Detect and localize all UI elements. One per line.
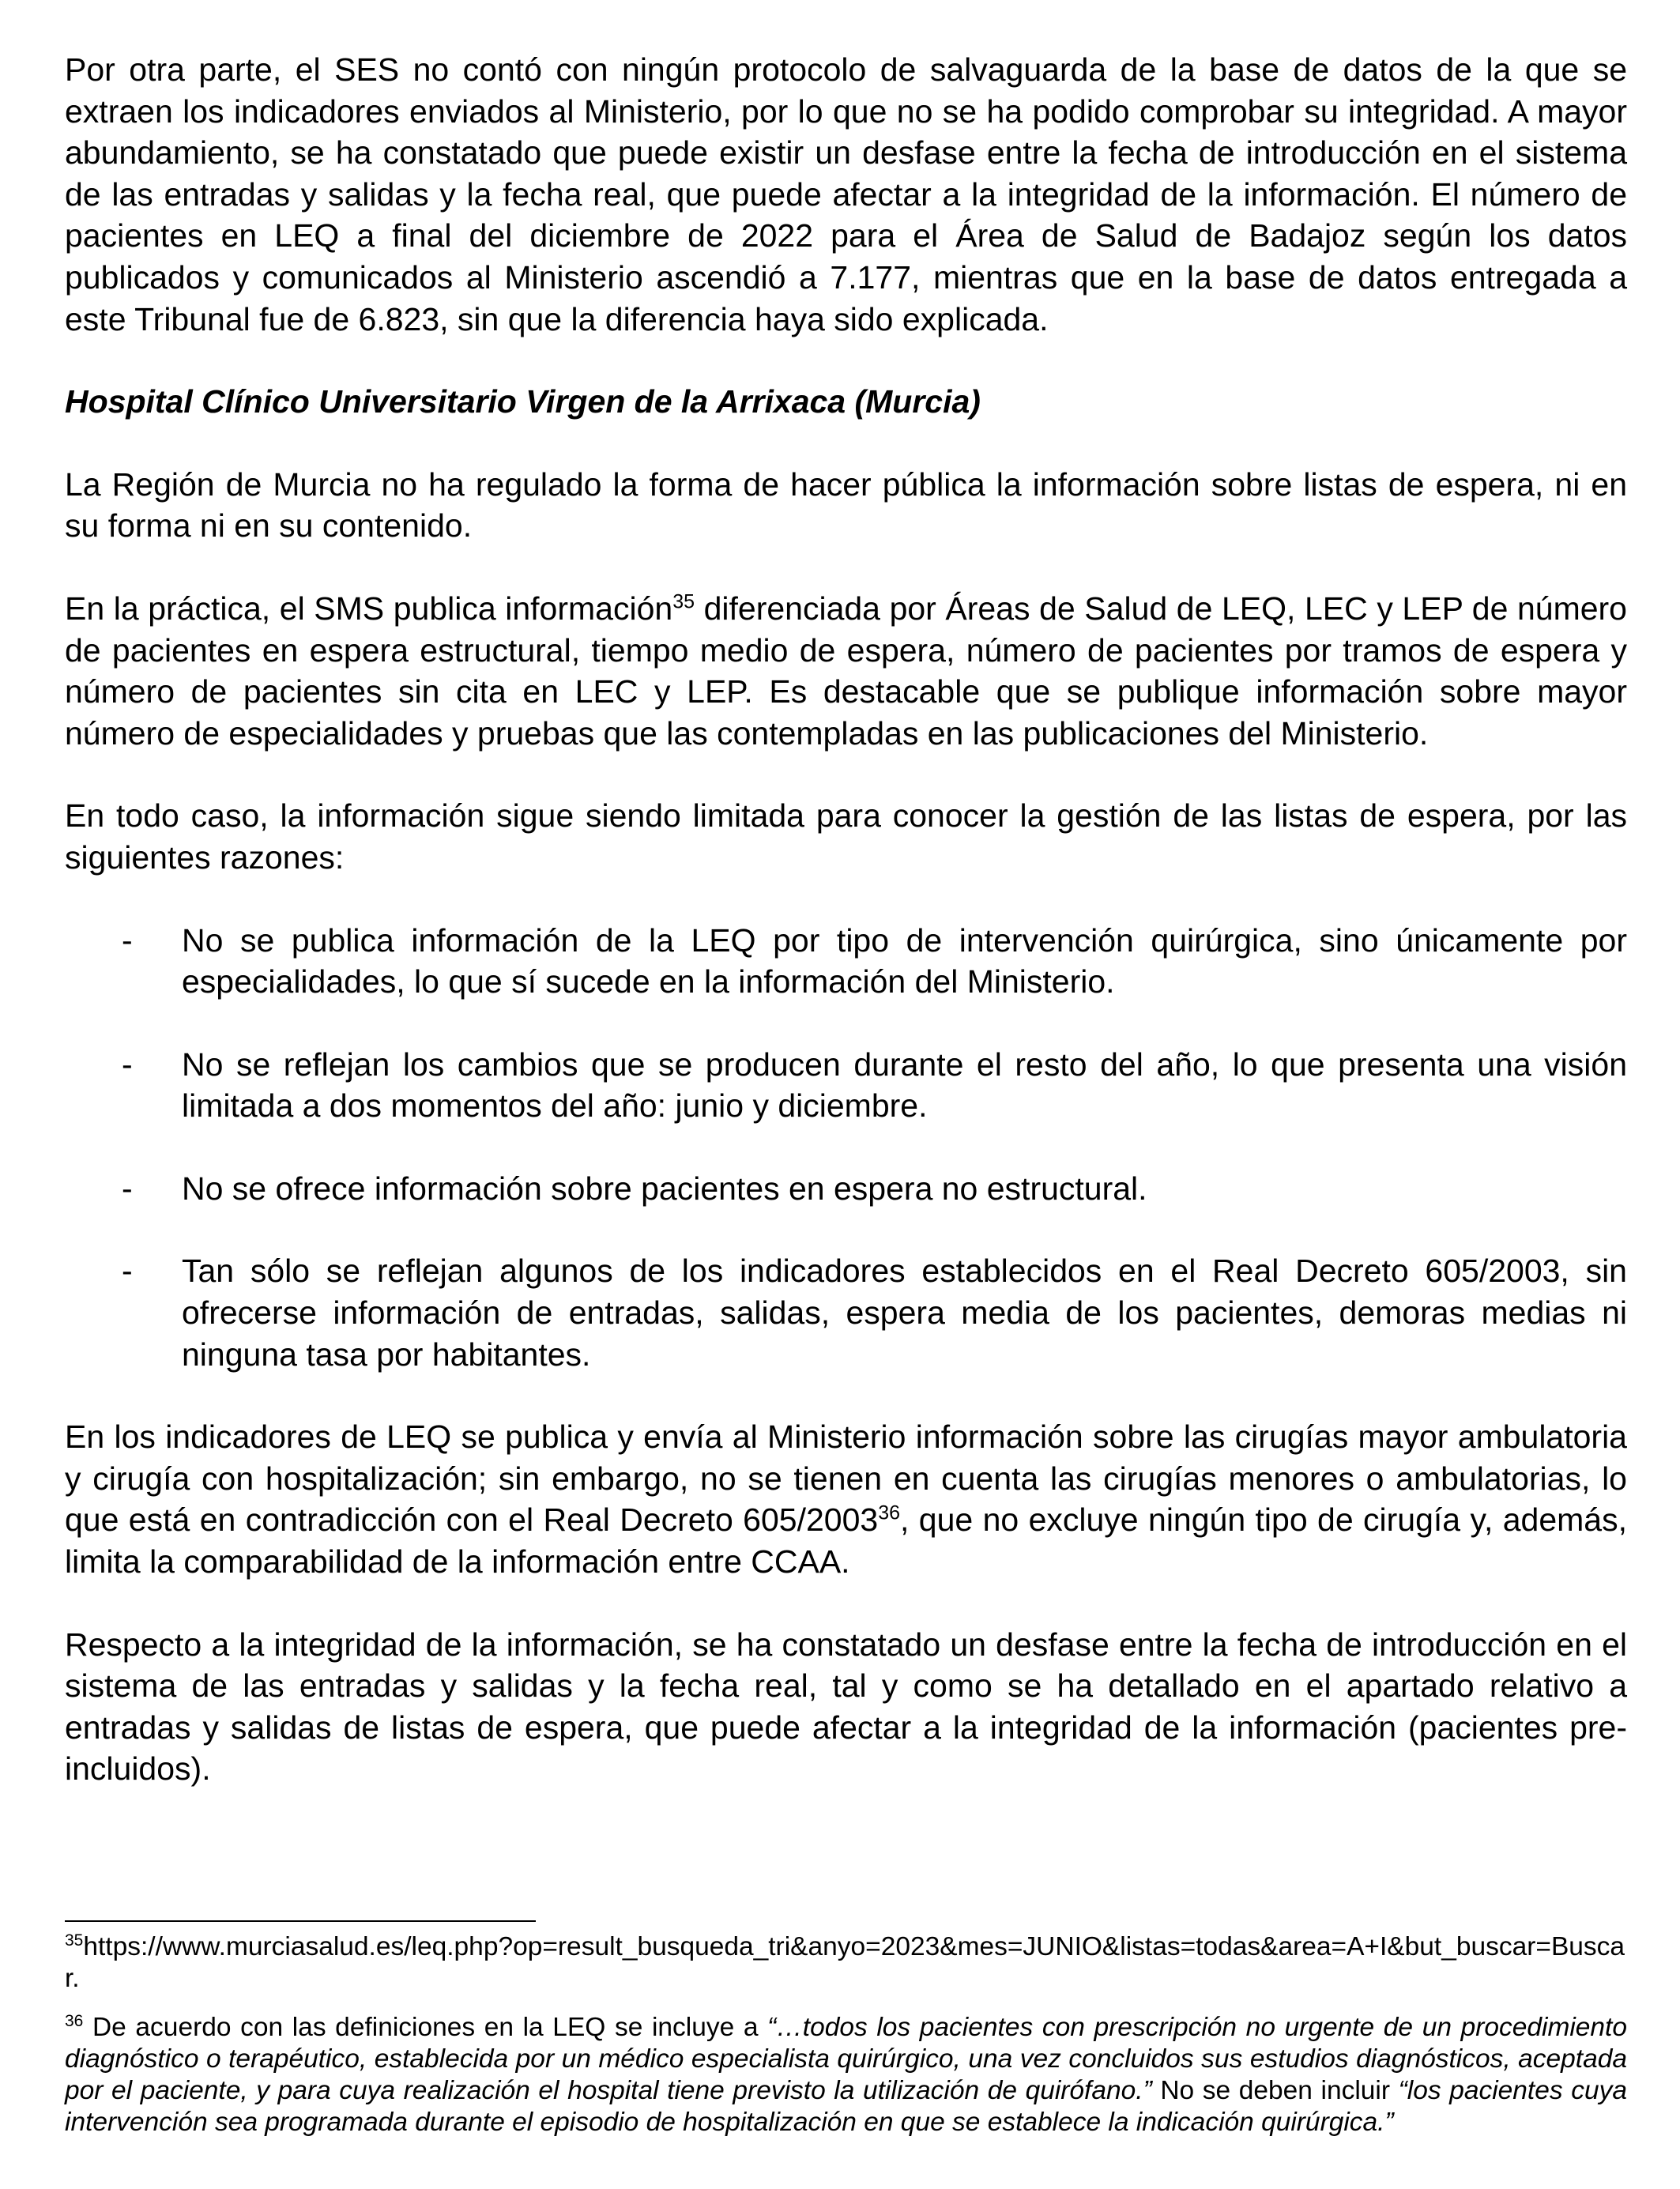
footnote-ref-36[interactable]: 36 xyxy=(878,1501,900,1524)
footnote-number-35: 35 xyxy=(65,1931,84,1950)
footnote-36-quote-2: “los pacientes cuya intervención sea programada durante el episodio de hospitalización en que se establece la indicación quirúrgica.” xyxy=(65,2076,1627,2137)
bullet-dash: - xyxy=(122,1253,133,1290)
list-item xyxy=(65,920,1627,1003)
list-item xyxy=(65,1044,1627,1127)
footnote-35-link[interactable]: https://www.murciasalud.es/leq.php?op=result_busqueda_tri&anyo=2023&mes=JUNIO&listas=todas&area=A+I&but_buscar=Buscar. xyxy=(65,1932,1625,1993)
footnote-divider xyxy=(65,1920,536,1922)
paragraph-sms-publication xyxy=(65,588,1627,754)
paragraph-leq-indicators xyxy=(65,1416,1627,1582)
list-item-text: No se reflejan los cambios que se producen durante el resto del año, lo que presenta una visión limitada a dos momentos del año: junio y diciembre. xyxy=(182,1046,1627,1125)
bullet-dash: - xyxy=(122,1046,133,1083)
page-body xyxy=(65,49,1627,1831)
footnote-ref-35[interactable]: 35 xyxy=(672,590,695,613)
footnote-36-quote-1: “…todos los pacientes con prescripción no urgente de un procedimiento diagnóstico o terapéutico, establecida por un médico especialista quirúrgico, una vez concluidos sus estudios diagnósticos, aceptada por el paciente, y para cuya realización el hospital tiene previsto la utilización de quirófano.” xyxy=(65,2013,1627,2105)
list-item xyxy=(65,1250,1627,1375)
bullet-dash: - xyxy=(122,921,133,959)
paragraph-murcia-regulation: La Región de Murcia no ha regulado la forma de hacer pública la información sobre listas de espera, ni en su forma ni en su contenido. xyxy=(65,465,1627,544)
paragraph-ses-integrity: Por otra parte, el SES no contó con ningún protocolo de salvaguarda de la base de datos de la que se extraen los indicadores enviados al Ministerio, por lo que no se ha podido comprobar su integridad. A mayor abundamiento, se ha constatado que puede existir un desfase entre la fecha de introducción en el sistema de las entradas y salidas y la fecha real, que puede afectar a la integridad de la información. El número de pacientes en LEQ a final del diciembre de 2022 para el Área de Salud de Badajoz según los datos publicados y comunicados al Ministerio ascendió a 7.177, mientras que en la base de datos entregada a este Tribunal fue de 6.823, sin que la diferencia haya sido explicada. xyxy=(65,51,1627,337)
section-heading-arrixaca: Hospital Clínico Universitario Virgen de la Arrixaca (Murcia) xyxy=(65,383,981,420)
list-item-text: Tan sólo se reflejan algunos de los indicadores establecidos en el Real Decreto 605/2003, sin ofrecerse información de entradas, salidas, espera media de los pacientes, demoras medias ni ninguna tasa por habitantes. xyxy=(182,1253,1627,1373)
footnote-36 xyxy=(65,2012,1627,2138)
paragraph-limited-info: En todo caso, la información sigue siendo limitada para conocer la gestión de las listas de espera, por las siguientes razones: xyxy=(65,797,1627,876)
reasons-list xyxy=(65,920,1627,1376)
bullet-dash: - xyxy=(122,1170,133,1207)
paragraph-leq-text-a: En los indicadores de LEQ se publica y envía al Ministerio información sobre las cirugías mayor ambulatoria y cirugía con hospitalización; sin embargo, no se tienen en cuenta las cirugías menores o ambulatorias, lo que está en contradicción con el Real Decreto 605/2003 xyxy=(65,1419,1627,1539)
footnote-36-text-b: No se deben incluir xyxy=(1151,2076,1399,2105)
list-item-text: No se publica información de la LEQ por tipo de intervención quirúrgica, sino únicamente por especialidades, lo que sí sucede en la información del Ministerio. xyxy=(182,921,1627,1000)
paragraph-integrity-gap: Respecto a la integridad de la información, se ha constatado un desfase entre la fecha de introducción en el sistema de las entradas y salidas y la fecha real, tal y como se ha detallado en el apartado relativo a entradas y salidas de listas de espera, que puede afectar a la integridad de la información (pacientes pre-incluidos). xyxy=(65,1626,1627,1788)
list-item xyxy=(65,1168,1627,1210)
list-item-text: No se ofrece información sobre pacientes en espera no estructural. xyxy=(182,1170,1147,1207)
footnote-36-text-a: De acuerdo con las definiciones en la LEQ se incluye a xyxy=(83,2013,768,2042)
footnote-number-36: 36 xyxy=(65,2011,84,2030)
footnotes xyxy=(65,1931,1627,2156)
paragraph-sms-text-a: En la práctica, el SMS publica información xyxy=(65,590,673,627)
paragraph-leq-text-b: , que no excluye ningún tipo de cirugía y, además, limita la comparabilidad de la información entre CCAA. xyxy=(65,1501,1627,1581)
paragraph-sms-text-b: diferenciada por Áreas de Salud de LEQ, LEC y LEP de número de pacientes en espera estructural, tiempo medio de espera, número de pacientes por tramos de espera y número de pacientes sin cita en LEC y LEP. Es destacable que se publique información sobre mayor número de especialidades y pruebas que las contempladas en las publicaciones del Ministerio. xyxy=(65,590,1627,752)
footnote-35 xyxy=(65,1931,1627,1995)
